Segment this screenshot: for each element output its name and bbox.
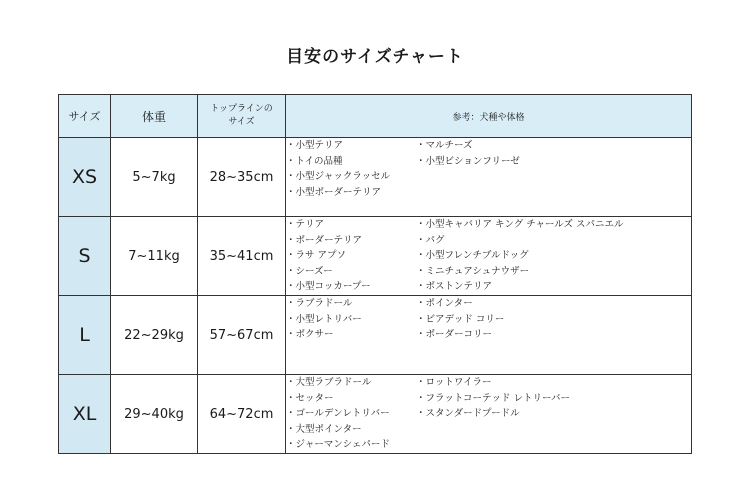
breed-item: ・ トイの品種 <box>286 154 416 170</box>
breeds-cell <box>286 296 692 375</box>
breed-item: ・ 小型キャバリア キング チャールズ スパニエル <box>416 217 691 233</box>
breed-column-left <box>286 138 416 200</box>
table-row <box>59 296 692 375</box>
breed-item: ・ ロットワイラー <box>416 375 691 391</box>
breed-item: ・ 小型テリア <box>286 138 416 154</box>
breed-item: ・ ボクサー <box>286 327 416 343</box>
breed-column-left <box>286 296 416 343</box>
breed-item: ・ パグ <box>416 233 691 249</box>
breed-item: ・ 小型ボーダーテリア <box>286 185 416 201</box>
breed-item: ・ 小型ビションフリーゼ <box>416 154 691 170</box>
breeds-cell <box>286 217 692 296</box>
breed-item: ・ シーズー <box>286 264 416 280</box>
size-cell: XL <box>59 375 111 454</box>
topline-cell: 28~35cm <box>198 138 286 217</box>
table-row <box>59 375 692 454</box>
breed-item: ・ テリア <box>286 217 416 233</box>
breed-item: ・ ラブラドール <box>286 296 416 312</box>
breed-item: ・ フラットコーテッド レトリーバー <box>416 391 691 407</box>
breed-column-right <box>416 375 691 453</box>
header-topline-line2: サイズ <box>228 117 255 127</box>
breeds-cell <box>286 138 692 217</box>
breed-item: ・ ボーダーテリア <box>286 233 416 249</box>
breed-item: ・ 小型コッカープー <box>286 279 416 295</box>
breed-item: ・ セッター <box>286 391 416 407</box>
topline-cell: 35~41cm <box>198 217 286 296</box>
header-topline <box>198 95 286 138</box>
breed-column-right <box>416 296 691 343</box>
breed-item: ・ 小型フレンチブルドッグ <box>416 248 691 264</box>
table-row <box>59 138 692 217</box>
breed-column-right <box>416 217 691 295</box>
breed-item: ・ 大型ポインター <box>286 422 416 438</box>
weight-cell: 7~11kg <box>111 217 198 296</box>
breeds-cell <box>286 375 692 454</box>
breed-item: ・ ゴールデンレトリバー <box>286 406 416 422</box>
breed-item: ・ ポインター <box>416 296 691 312</box>
breed-item: ・ ジャーマンシェパード <box>286 437 416 453</box>
weight-cell: 22~29kg <box>111 296 198 375</box>
header-size: サイズ <box>59 95 111 138</box>
breed-item: ・ 小型ジャックラッセル <box>286 169 416 185</box>
breed-item: ・ マルチーズ <box>416 138 691 154</box>
header-row <box>59 95 692 138</box>
weight-cell: 5~7kg <box>111 138 198 217</box>
header-topline-line1: トップラインの <box>210 104 273 114</box>
header-reference: 参考：犬種や体格 <box>286 95 692 138</box>
breed-item: ・ 小型レトリバー <box>286 312 416 328</box>
size-chart-table <box>58 94 692 454</box>
breed-column-right <box>416 138 691 200</box>
weight-cell: 29~40kg <box>111 375 198 454</box>
size-cell: L <box>59 296 111 375</box>
breed-item: ・ ボストンテリア <box>416 279 691 295</box>
header-weight: 体重 <box>111 95 198 138</box>
size-cell: XS <box>59 138 111 217</box>
breed-item: ・ スタンダードプードル <box>416 406 691 422</box>
table-row <box>59 217 692 296</box>
breed-item: ・ ビアデッド コリー <box>416 312 691 328</box>
breed-item: ・ 大型ラブラドール <box>286 375 416 391</box>
page-title: 目安のサイズチャート <box>286 47 464 67</box>
breed-item: ・ ミニチュアシュナウザー <box>416 264 691 280</box>
breed-column-left <box>286 375 416 453</box>
breed-column-left <box>286 217 416 295</box>
topline-cell: 64~72cm <box>198 375 286 454</box>
size-cell: S <box>59 217 111 296</box>
topline-cell: 57~67cm <box>198 296 286 375</box>
breed-item: ・ ボーダーコリー <box>416 327 691 343</box>
breed-item: ・ ラサ アプソ <box>286 248 416 264</box>
